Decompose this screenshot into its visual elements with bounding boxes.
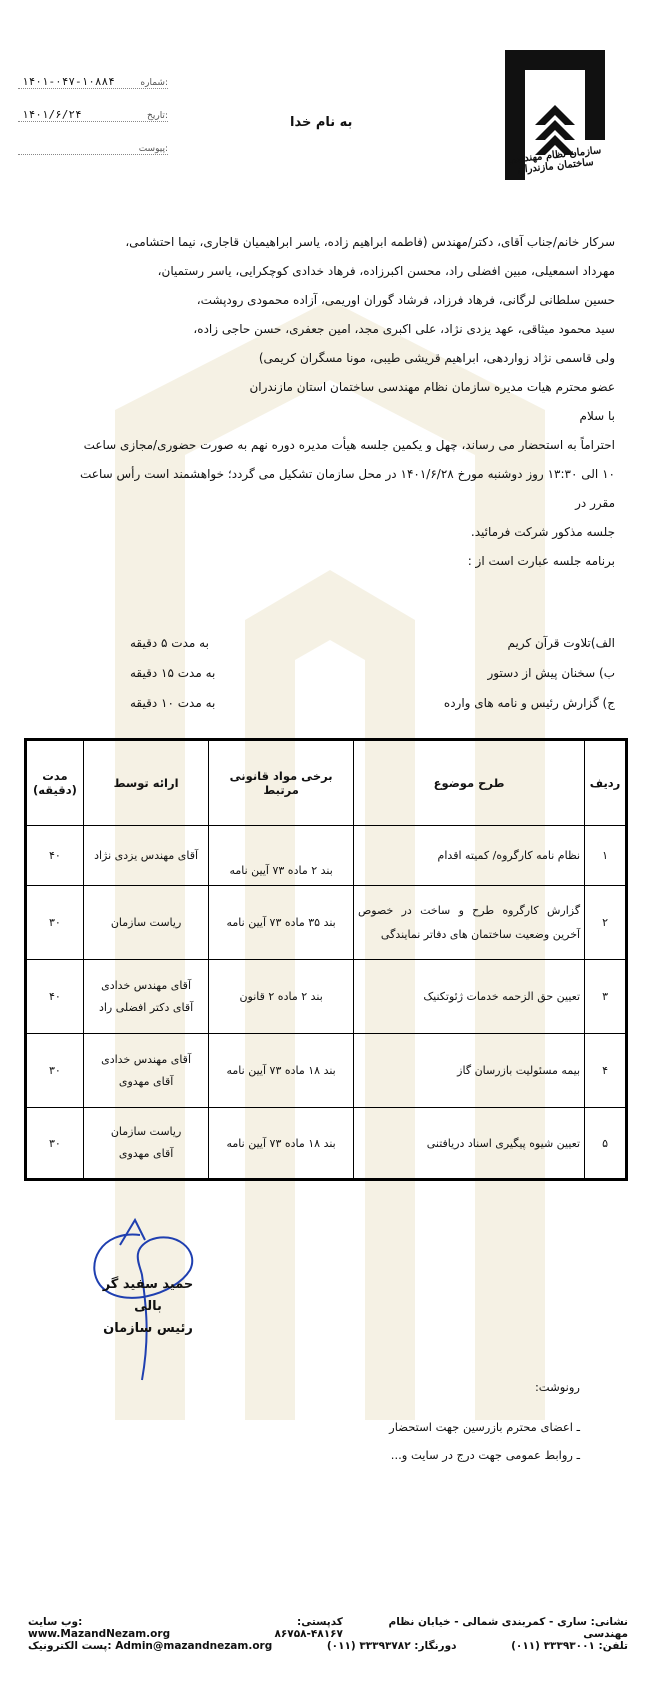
- agenda-table: [24, 738, 628, 1181]
- footer-phone: تلفن: ۳۳۳۹۳۰۰۱ (۰۱۱): [511, 1640, 628, 1652]
- cell-presenter: [83, 1034, 208, 1108]
- program-intro: برنامه جلسه عبارت است از :: [467, 554, 615, 568]
- cell-legal: بند ۲ ماده ۷۳ آیین نامه: [209, 826, 354, 886]
- col-duration-header: [26, 740, 84, 826]
- agenda-item-duration: به مدت ۵ دقیقه: [130, 636, 209, 650]
- cell-topic: تعیین حق الزحمه خدمات ژئوتکنیک: [354, 960, 585, 1034]
- col-topic-header: طرح موضوع: [354, 740, 585, 826]
- table-row: [26, 826, 627, 886]
- cell-topic: تعیین شیوه پیگیری اسناد دریافتنی: [354, 1108, 585, 1180]
- presenter-name: آقای مهندس خدادی: [101, 978, 191, 992]
- cell-duration: ۳۰: [26, 1034, 84, 1108]
- duration-header-line: مدت: [42, 769, 68, 783]
- letter-number: ۱۴۰۱-۰۴۷-۱۰۸۸۴: [22, 75, 115, 88]
- cell-topic: گزارش کارگروه طرح و ساخت در خصوص آخرین وضعیت ساختمان های دفاتر نمایندگی: [354, 886, 585, 960]
- signatory-title: رئیس سازمان: [103, 1321, 193, 1336]
- footer-email[interactable]: پست الکترونیک: Admin@mazandnezam.org: [28, 1640, 273, 1652]
- presenter-name: ریاست سازمان: [110, 1125, 182, 1138]
- cell-topic: بیمه مسئولیت بازرسان گاز: [354, 1034, 585, 1108]
- agenda-item: [130, 666, 615, 680]
- table-row: [26, 1108, 627, 1180]
- cell-legal: بند ۱۸ ماده ۷۳ آیین نامه: [209, 1108, 354, 1180]
- col-row-header: ردیف: [585, 740, 627, 826]
- agenda-item: [130, 696, 615, 710]
- cc-item: ـ روابط عمومی جهت درج در سایت و...: [390, 1448, 580, 1462]
- cell-presenter: [83, 960, 208, 1034]
- footer-website[interactable]: وب سایت: www.MazandNezam.org: [28, 1616, 171, 1640]
- cell-topic: نظام نامه کارگروه/ کمیته اقدام: [354, 826, 585, 886]
- letter-attachment-row: [18, 128, 168, 155]
- presenter-name: آقای دکتر افضلی راد: [98, 1000, 194, 1014]
- cell-legal: بند ۱۸ ماده ۷۳ آیین نامه: [209, 1034, 354, 1108]
- cell-legal: بند ۲ ماده ۲ قانون: [209, 960, 354, 1034]
- cell-presenter: [83, 1108, 208, 1180]
- cell-row-number: ۱: [585, 826, 627, 886]
- cell-duration: ۳۰: [26, 886, 84, 960]
- letter-date-row: [18, 95, 168, 122]
- cell-duration: ۴۰: [26, 960, 84, 1034]
- cell-row-number: ۳: [585, 960, 627, 1034]
- cell-row-number: ۲: [585, 886, 627, 960]
- agenda-item-label: ج) گزارش رئیس و نامه های وارده: [443, 696, 615, 710]
- recipients-line: سید محمود میثاقی، عهد یزدی نژاد، علی اکبری مجد، امین جعفری، حسن حاجی زاده،: [193, 322, 615, 336]
- cell-presenter: [83, 826, 208, 886]
- cell-presenter: [83, 886, 208, 960]
- footer-postal: کدپستی: ۴۸۱۶۷-۸۶۷۵۸: [274, 1616, 343, 1640]
- cell-duration: ۳۰: [26, 1108, 84, 1180]
- footer-address: نشانی: ساری - کمربندی شمالی - خیابان نظام مهندسی: [388, 1616, 628, 1640]
- recipients-line: سرکار خانم/جناب آقای، دکتر/مهندس (فاطمه ابراهیم زاده، یاسر ابراهیمیان قاجاری، نیما احتشامی،: [125, 235, 615, 249]
- presenter-name: ریاست سازمان: [110, 916, 182, 929]
- recipients-title: عضو محترم هیات مدیره سازمان نظام مهندسی ساختمان استان مازندران: [249, 380, 615, 394]
- table-row: [26, 1034, 627, 1108]
- agenda-item-label: الف)تلاوت قرآن کریم: [507, 636, 615, 650]
- presenter-name: آقای مهدوی: [118, 1147, 174, 1160]
- letter-meta: [18, 62, 168, 161]
- col-presenter-header: ارائه توسط: [83, 740, 208, 826]
- cell-legal: بند ۳۵ ماده ۷۳ آیین نامه: [209, 886, 354, 960]
- signatory: [88, 1274, 208, 1340]
- duration-header-line: (دقیقه): [32, 783, 77, 797]
- letter-date: ۱۴۰۱/۶/۲۴: [22, 108, 82, 121]
- cell-row-number: ۴: [585, 1034, 627, 1108]
- agenda-item: [130, 636, 615, 650]
- agenda-item-duration: به مدت ۱۵ دقیقه: [130, 666, 216, 680]
- recipients-line: مهرداد اسمعیلی، مبین افضلی راد، محسن اکبرزاده، فرهاد خدادی کوچکرایی، یاسر رستمیان،: [157, 264, 615, 278]
- table-header-row: [26, 740, 627, 826]
- paragraph-line: جلسه مذکور شرکت فرمائید.: [470, 525, 615, 539]
- recipients-block: [80, 228, 615, 576]
- footer-line-2: [28, 1640, 628, 1652]
- paragraph-line: ۱۰ الی ۱۳:۳۰ روز دوشنبه مورخ ۱۴۰۱/۶/۲۸ در محل سازمان تشکیل می گردد؛ خواهشمند است رأس ساعت مقرر در: [80, 467, 615, 510]
- cell-row-number: ۵: [585, 1108, 627, 1180]
- letter-date-label: تاریخ:: [147, 111, 168, 121]
- letter-attachment-label: پیوست:: [138, 144, 168, 154]
- table-row: [26, 960, 627, 1034]
- footer-fax: دورنگار: ۳۳۳۹۳۷۸۲ (۰۱۱): [326, 1640, 457, 1652]
- organization-name: سازمان نظام مهندسی ساختمان مازندران: [507, 145, 602, 176]
- basmala: به نام خدا: [290, 115, 353, 130]
- signatory-name: حمید سفید گر بالی: [102, 1277, 194, 1314]
- recipients-line: ولی قاسمی نژاد زواردهی، ابراهیم قریشی طیبی، مونا مسگران کریمی): [258, 351, 615, 365]
- cc-label: رونوشت:: [534, 1380, 580, 1394]
- table-row: [26, 886, 627, 960]
- recipients-line: حسین سلطانی لرگانی، فرهاد فرزاد، فرشاد گوران اوریمی، آزاده محمودی رودپشت،: [196, 293, 615, 307]
- cc-item: ـ اعضای محترم بازرسین جهت استحضار: [389, 1420, 580, 1434]
- greeting: با سلام: [579, 409, 615, 423]
- footer-line-1: [28, 1616, 628, 1640]
- cell-duration: ۴۰: [26, 826, 84, 886]
- presenter-name: آقای مهدوی: [118, 1074, 174, 1088]
- agenda-item-label: ب) سخنان پیش از دستور: [487, 666, 615, 680]
- paragraph-line: احتراماً به استحضار می رساند، چهل و یکمین جلسه هیأت مدیره دوره نهم به صورت حضوری/مجازی ساعت: [83, 438, 615, 452]
- agenda-item-duration: به مدت ۱۰ دقیقه: [130, 696, 216, 710]
- col-legal-header: برخی مواد قانونی مرتبط: [209, 740, 354, 826]
- presenter-name: آقای مهندس خدادی: [101, 1052, 191, 1066]
- letter-number-row: [18, 62, 168, 89]
- presenter-name: آقای مهندس یزدی نژاد: [94, 849, 199, 862]
- letter-number-label: شماره:: [140, 78, 168, 88]
